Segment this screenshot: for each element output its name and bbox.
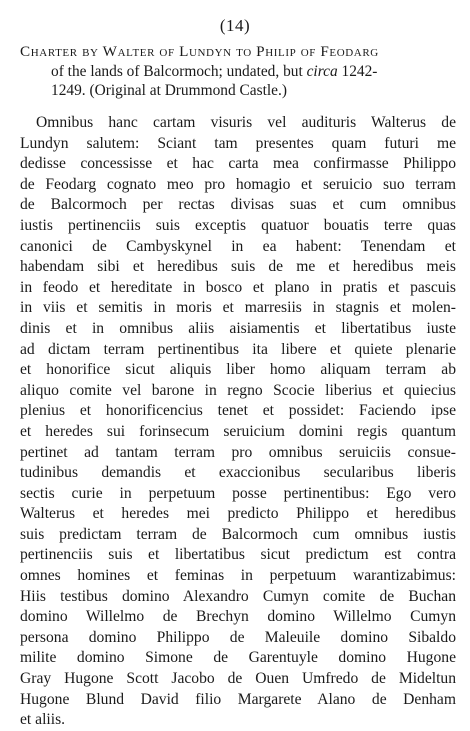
- body-line: pertinet ad tantam terram pro omnibus seruiciis consue-: [20, 443, 456, 461]
- body-line: Walterus et heredes mei predicto Philippo et heredibus: [20, 505, 456, 523]
- body-line: pertinenciis suis et libertatibus sicut predictum est contra: [20, 546, 456, 564]
- body-line: persona domino Philippo de Maleuile domino Sibaldo: [20, 628, 456, 646]
- body-line: iustis pertinenciis suis exceptis quatuor bouatis terre quas: [20, 216, 456, 234]
- page-number: (14): [219, 16, 251, 35]
- heading-description-text: of the lands of Balcormoch; undated, but: [51, 62, 307, 80]
- body-line: sectis curie in perpetuum posse pertinentibus: Ego vero: [20, 484, 456, 502]
- body-line: canonici de Cambyskynel in ea habent: Tenendam et: [20, 237, 456, 255]
- body-line: in feodo et hereditate in bosco et plano in pratis et pascuis: [20, 278, 456, 296]
- body-line: de Feodarg cognato meo pro homagio et seruicio suo terram: [20, 175, 456, 193]
- body-line: tudinibus demandis et exaccionibus secularibus liberis: [20, 464, 456, 482]
- body-line: et heredes sui forinsecum seruicium domini regis quantum: [20, 422, 456, 440]
- heading-date-text: 1242-: [337, 62, 378, 80]
- heading-description-line: [20, 62, 456, 82]
- body-line: suis predictam terram de Balcormoch cum omnibus iustis: [20, 525, 456, 543]
- body-line: ad dictam terram pertinentibus ita libere et quiete plenarie: [20, 340, 456, 358]
- body-line: aliquo comite vel barone in regno Scocie liberius et quiecius: [20, 381, 456, 399]
- heading-title-line: Charter by Walter of Lundyn to Philip of Feodarg: [20, 43, 379, 60]
- body-line: plenius et honorificencius tenet et possidet: Faciendo ipse: [20, 402, 456, 420]
- body-line: Lundyn salutem: Sciant tam presentes quam futuri me: [20, 134, 456, 152]
- body-line: Hugone Blund David filio Margarete Alano de Denham: [20, 690, 456, 708]
- heading-source-line: 1249. (Original at Drummond Castle.): [51, 82, 287, 99]
- body-line: dinis et in omnibus aliis aisiamentis et libertatibus iuste: [20, 319, 456, 337]
- body-line: et honorifice sicut aliquis liber homo aliquam terram ab: [20, 361, 456, 379]
- charter-body: [20, 113, 456, 731]
- body-line: milite domino Simone de Garentuyle domino Hugone: [20, 649, 456, 667]
- body-line: domino Willelmo de Brechyn domino Willelmo Cumyn: [20, 608, 456, 626]
- heading-circa-italic: circa: [306, 62, 338, 80]
- body-line: Gray Hugone Scott Jacobo de Ouen Umfredo de Mideltun: [20, 670, 456, 688]
- body-line: de Balcormoch per rectas divisas suas et cum omnibus: [20, 196, 456, 214]
- body-line: habendam sibi et heredibus suis de me et heredibus meis: [20, 258, 456, 276]
- body-line: et aliis.: [20, 711, 66, 729]
- charter-heading: [20, 42, 456, 101]
- body-line: Omnibus hanc cartam visuris vel audituris Walterus de: [36, 114, 456, 131]
- body-line: in viis et semitis in moris et marresiis in stagnis et molen-: [20, 299, 456, 317]
- body-line: dedisse concessisse et hac carta mea confirmasse Philippo: [20, 155, 456, 173]
- body-line: Hiis testibus domino Alexandro Cumyn comite de Buchan: [20, 587, 456, 605]
- body-line: omnes homines et feminas in perpetuum warantizabimus:: [20, 567, 456, 585]
